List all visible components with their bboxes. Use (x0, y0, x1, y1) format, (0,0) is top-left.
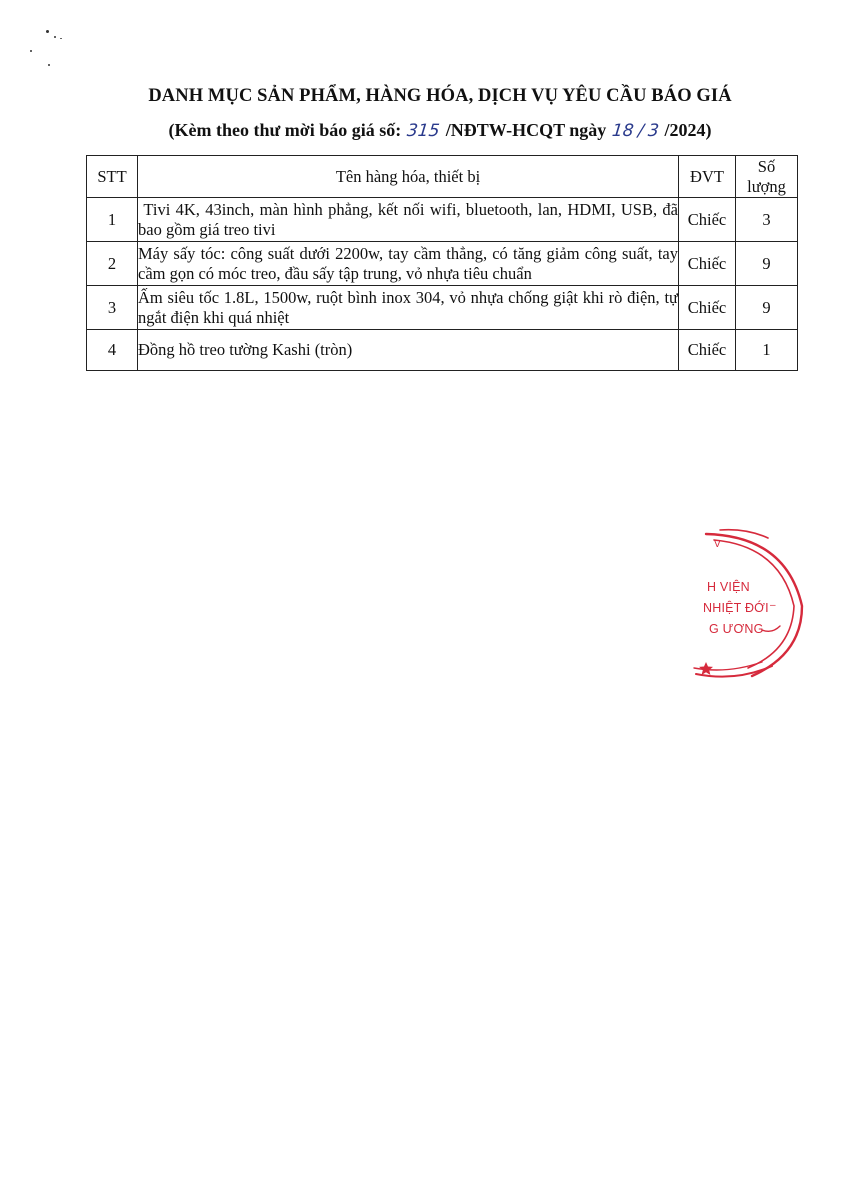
handwritten-separator: / (636, 121, 645, 141)
cell-name: Ấm siêu tốc 1.8L, 1500w, ruột bình inox 304, vỏ nhựa chống giật khi rò điện, tự ngắt điện khi quá nhiệt (138, 286, 679, 330)
subtitle-code: /NĐTW-HCQT ngày (445, 120, 607, 140)
subtitle-prefix: (Kèm theo thư mời báo giá số: (168, 120, 402, 140)
cell-name: Máy sấy tóc: công suất dưới 2200w, tay cầm thẳng, có tăng giảm công suất, tay cầm gọn có móc treo, đầu sấy tập trung, vỏ nhựa tiêu chuẩn (138, 242, 679, 286)
stamp-text-line3: G ƯƠNG (709, 622, 764, 636)
header-name: Tên hàng hóa, thiết bị (138, 156, 679, 198)
stamp-text-line1: H VIỆN (707, 580, 750, 594)
table-header-row (87, 156, 798, 198)
header-qty-line2: lượng (747, 176, 786, 196)
handwritten-month: 3 (646, 121, 660, 141)
items-table (86, 155, 798, 371)
table-row (87, 286, 798, 330)
stamp-text-line2: NHIỆT ĐỚI (703, 601, 769, 615)
handwritten-day: 18 (611, 121, 635, 141)
cell-stt: 2 (87, 242, 138, 286)
cell-unit: Chiếc (679, 198, 736, 242)
cell-unit: Chiếc (679, 242, 736, 286)
header-unit: ĐVT (679, 156, 736, 198)
handwritten-number: 315 (406, 121, 441, 141)
cell-qty: 9 (736, 286, 798, 330)
cell-unit: Chiếc (679, 330, 736, 371)
table-row (87, 198, 798, 242)
cell-qty: 1 (736, 330, 798, 371)
cell-stt: 3 (87, 286, 138, 330)
header-qty (736, 156, 798, 198)
cell-qty: 9 (736, 242, 798, 286)
header-stt: STT (87, 156, 138, 198)
cell-stt: 4 (87, 330, 138, 371)
document-title: DANH MỤC SẢN PHẨM, HÀNG HÓA, DỊCH VỤ YÊU CẦU BÁO GIÁ (148, 86, 732, 106)
document-subtitle (0, 120, 849, 141)
cell-name: Tivi 4K, 43inch, màn hình phẳng, kết nối wifi, bluetooth, lan, HDMI, USB, đã bao gồm giá treo tivi (138, 198, 679, 242)
cell-qty: 3 (736, 198, 798, 242)
table-row (87, 330, 798, 371)
cell-name: Đồng hồ treo tường Kashi (tròn) (138, 330, 679, 371)
scan-specks (28, 28, 78, 78)
subtitle-suffix: /2024) (664, 120, 712, 140)
stamp-star-icon (699, 662, 713, 675)
cell-stt: 1 (87, 198, 138, 242)
header-qty-line1: Số (757, 156, 776, 176)
table-row (87, 242, 798, 286)
stamp-mark: V (714, 539, 721, 550)
stamp-mark: – (770, 600, 776, 611)
cell-unit: Chiếc (679, 286, 736, 330)
